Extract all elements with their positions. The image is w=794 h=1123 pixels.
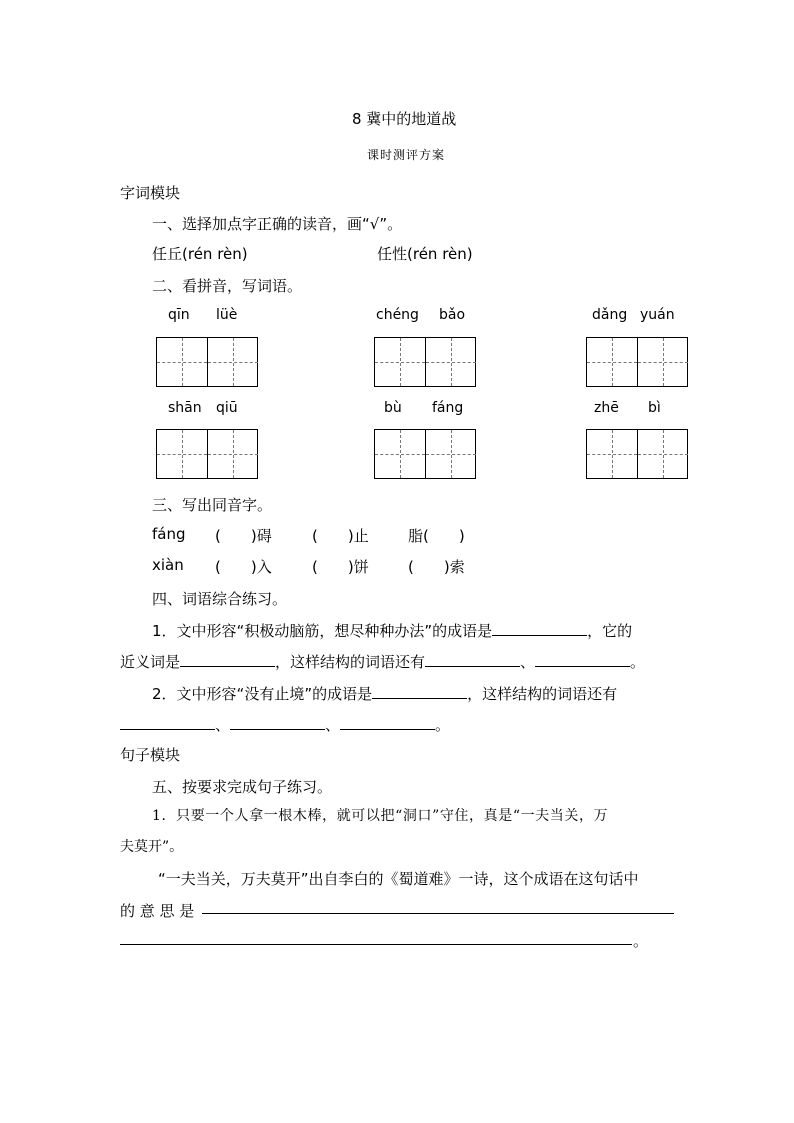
answer-blank[interactable] — [372, 684, 467, 699]
question-1-prompt: 一、选择加点字正确的读音，画“√”。 — [152, 215, 403, 233]
question-4-item-1 — [152, 620, 632, 641]
writing-grid[interactable] — [374, 429, 476, 479]
pinyin-label: bì — [648, 400, 661, 416]
question-5-text-line-2: 的 意 思 是 — [120, 902, 195, 920]
answer-blank[interactable] — [492, 621, 587, 636]
homophone-blank[interactable]: ( )止 — [312, 527, 369, 545]
question-text: 1．文中形容“积极动脑筋，想尽种种办法”的成语是 — [152, 622, 493, 640]
pinyin-label: shān — [168, 400, 202, 416]
writing-grid[interactable] — [156, 429, 258, 479]
answer-blank[interactable] — [180, 652, 275, 667]
question-5-text-line-1: “一夫当关，万夫莫开”出自李白的《蜀道难》一诗，这个成语在这句话中 — [158, 870, 639, 888]
separator: 、 — [520, 653, 536, 671]
separator: 、 — [215, 716, 231, 734]
pinyin-label: dǎng — [592, 307, 628, 323]
answer-blank[interactable] — [340, 715, 435, 730]
question-5-prompt: 五、按要求完成句子练习。 — [152, 778, 333, 796]
question-4-item-2 — [152, 683, 617, 704]
pinyin-label: lüè — [216, 307, 238, 323]
homophone-pinyin: xiàn — [152, 556, 184, 574]
answer-blank[interactable] — [535, 652, 630, 667]
question-text: 2．文中形容“没有止境”的成语是 — [152, 685, 373, 703]
pinyin-label: zhē — [594, 400, 619, 416]
question-2-prompt: 二、看拼音，写词语。 — [152, 277, 303, 295]
answer-line[interactable] — [120, 944, 632, 945]
pinyin-label: bǎo — [439, 307, 466, 323]
homophone-blank[interactable]: ( )碍 — [215, 527, 272, 545]
period: 。 — [435, 716, 451, 734]
homophone-pinyin: fáng — [152, 525, 186, 543]
homophone-blank[interactable]: ( )入 — [215, 558, 272, 576]
separator: 、 — [325, 716, 341, 734]
page-title: 8 冀中的地道战 — [352, 110, 457, 128]
answer-blank[interactable] — [230, 715, 325, 730]
answer-blank[interactable] — [120, 715, 215, 730]
page-subtitle: 课时测评方案 — [367, 148, 446, 162]
homophone-blank[interactable]: 脂( ) — [408, 527, 465, 545]
answer-line[interactable] — [202, 913, 674, 914]
pinyin-label: qiū — [216, 400, 238, 416]
question-1-item-2: 任性(rén rèn) — [377, 245, 473, 263]
pinyin-label: yuán — [640, 307, 675, 323]
period: 。 — [630, 653, 646, 671]
question-text: ，它的 — [587, 622, 633, 640]
writing-grid[interactable] — [156, 337, 258, 387]
writing-grid[interactable] — [586, 429, 688, 479]
question-4-item-2-cont — [120, 714, 450, 735]
pinyin-label: qīn — [168, 307, 190, 323]
writing-grid[interactable] — [586, 337, 688, 387]
writing-grid[interactable] — [374, 337, 476, 387]
question-4-item-1-cont — [120, 651, 645, 672]
question-4-prompt: 四、词语综合练习。 — [152, 590, 288, 608]
quoted-sentence-line-1: 1．只要一个人拿一根木棒，就可以把“洞口”守住，真是“一夫当关，万 — [152, 808, 609, 824]
question-1-item-1: 任丘(rén rèn) — [152, 245, 248, 263]
question-text: ，这样结构的词语还有 — [275, 653, 426, 671]
section-title-sentences: 句子模块 — [120, 746, 181, 764]
question-text: ，这样结构的词语还有 — [467, 685, 618, 703]
section-title-words: 字词模块 — [120, 184, 181, 202]
question-3-prompt: 三、写出同音字。 — [152, 496, 273, 514]
homophone-blank[interactable]: ( )饼 — [312, 558, 369, 576]
homophone-blank[interactable]: ( )索 — [408, 558, 465, 576]
pinyin-label: fáng — [432, 400, 464, 416]
answer-blank[interactable] — [425, 652, 520, 667]
question-text: 近义词是 — [120, 653, 181, 671]
pinyin-label: bù — [384, 400, 402, 416]
pinyin-label: chéng — [376, 307, 419, 323]
quoted-sentence-line-2: 夫莫开”。 — [120, 839, 184, 855]
period: 。 — [633, 932, 649, 950]
